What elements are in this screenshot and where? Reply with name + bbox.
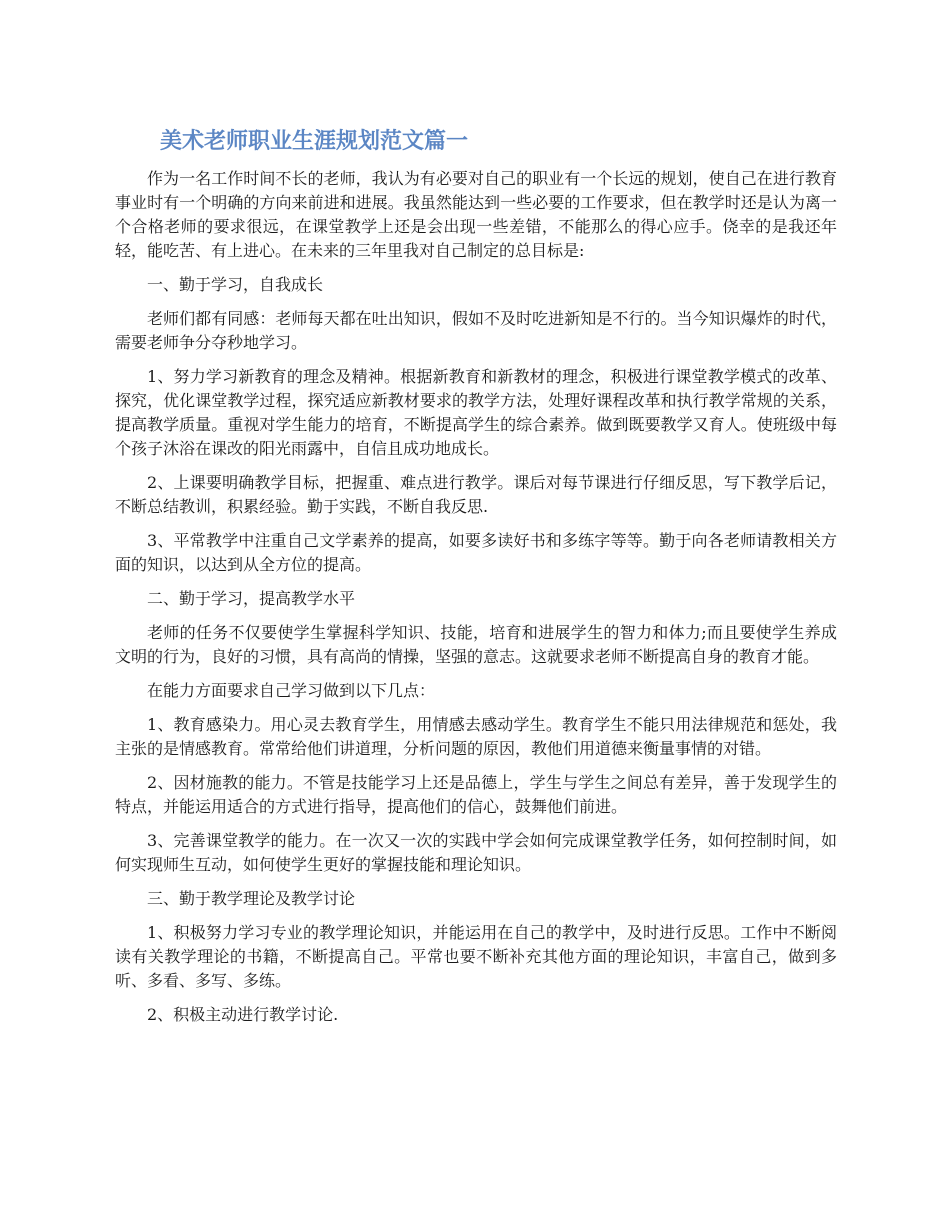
document-body <box>115 167 837 1037</box>
section-heading: 一、勤于学习，自我成长 <box>147 275 324 294</box>
paragraph: 1、努力学习新教育的理念及精神。根据新教育和新教材的理念，积极进行课堂教学模式的改革、探究，优化课堂教学过程，探究适应新教材要求的教学方法，处理好课程改革和执行教学常规的关系，提高教学质量。重视对学生能力的培育，不断提高学生的综合素养。做到既要教学又育人。使班级中每个孩子沐浴在课改的阳光雨露中，自信且成功地成长。 <box>115 367 837 458</box>
paragraph: 老师的任务不仅要使学生掌握科学知识、技能，培育和进展学生的智力和体力;而且要使学生养成文明的行为，良好的习惯，具有高尚的情操，坚强的意志。这就要求老师不断提高自身的教育才能。 <box>115 623 837 666</box>
paragraph: 1、教育感染力。用心灵去教育学生，用情感去感动学生。教育学生不能只用法律规范和惩处，我主张的是情感教育。常常给他们讲道理，分析问题的原因，教他们用道德来衡量事情的对错。 <box>115 715 837 758</box>
paragraph: 2、积极主动进行教学讨论. <box>147 1005 339 1024</box>
paragraph: 在能力方面要求自己学习做到以下几点： <box>147 681 436 700</box>
paragraph: 2、上课要明确教学目标，把握重、难点进行教学。课后对每节课进行仔细反思，写下教学后记，不断总结教训，积累经验。勤于实践，不断自我反思. <box>115 473 837 516</box>
paragraph: 2、因材施教的能力。不管是技能学习上还是品德上，学生与学生之间总有差异，善于发现学生的特点，并能运用适合的方式进行指导，提高他们的信心，鼓舞他们前进。 <box>115 773 837 816</box>
paragraph: 老师们都有同感：老师每天都在吐出知识，假如不及时吃进新知是不行的。当今知识爆炸的时代，需要老师争分夺秒地学习。 <box>115 309 837 352</box>
paragraph: 3、平常教学中注重自己文学素养的提高，如要多读好书和多练字等等。勤于向各老师请教相关方面的知识，以达到从全方位的提高。 <box>115 531 837 574</box>
paragraph: 3、完善课堂教学的能力。在一次又一次的实践中学会如何完成课堂教学任务，如何控制时间，如何实现师生互动，如何使学生更好的掌握技能和理论知识。 <box>115 831 837 874</box>
document-title: 美术老师职业生涯规划范文篇一 <box>160 129 469 154</box>
paragraph: 1、积极努力学习专业的教学理论知识，并能运用在自己的教学中，及时进行反思。工作中不断阅读有关教学理论的书籍，不断提高自己。平常也要不断补充其他方面的理论知识，丰富自己，做到多听、多看、多写、多练。 <box>115 923 837 990</box>
paragraph: 作为一名工作时间不长的老师，我认为有必要对自己的职业有一个长远的规划，使自己在进行教育事业时有一个明确的方向来前进和进展。我虽然能达到一些必要的工作要求，但在教学时还是认为离一个合格老师的要求很远，在课堂教学上还是会出现一些差错，不能那么的得心应手。侥幸的是我还年轻，能吃苦、有上进心。在未来的三年里我对自己制定的总目标是: <box>115 169 837 260</box>
section-heading: 三、勤于教学理论及教学讨论 <box>147 889 356 908</box>
section-heading: 二、勤于学习，提高教学水平 <box>147 589 356 608</box>
